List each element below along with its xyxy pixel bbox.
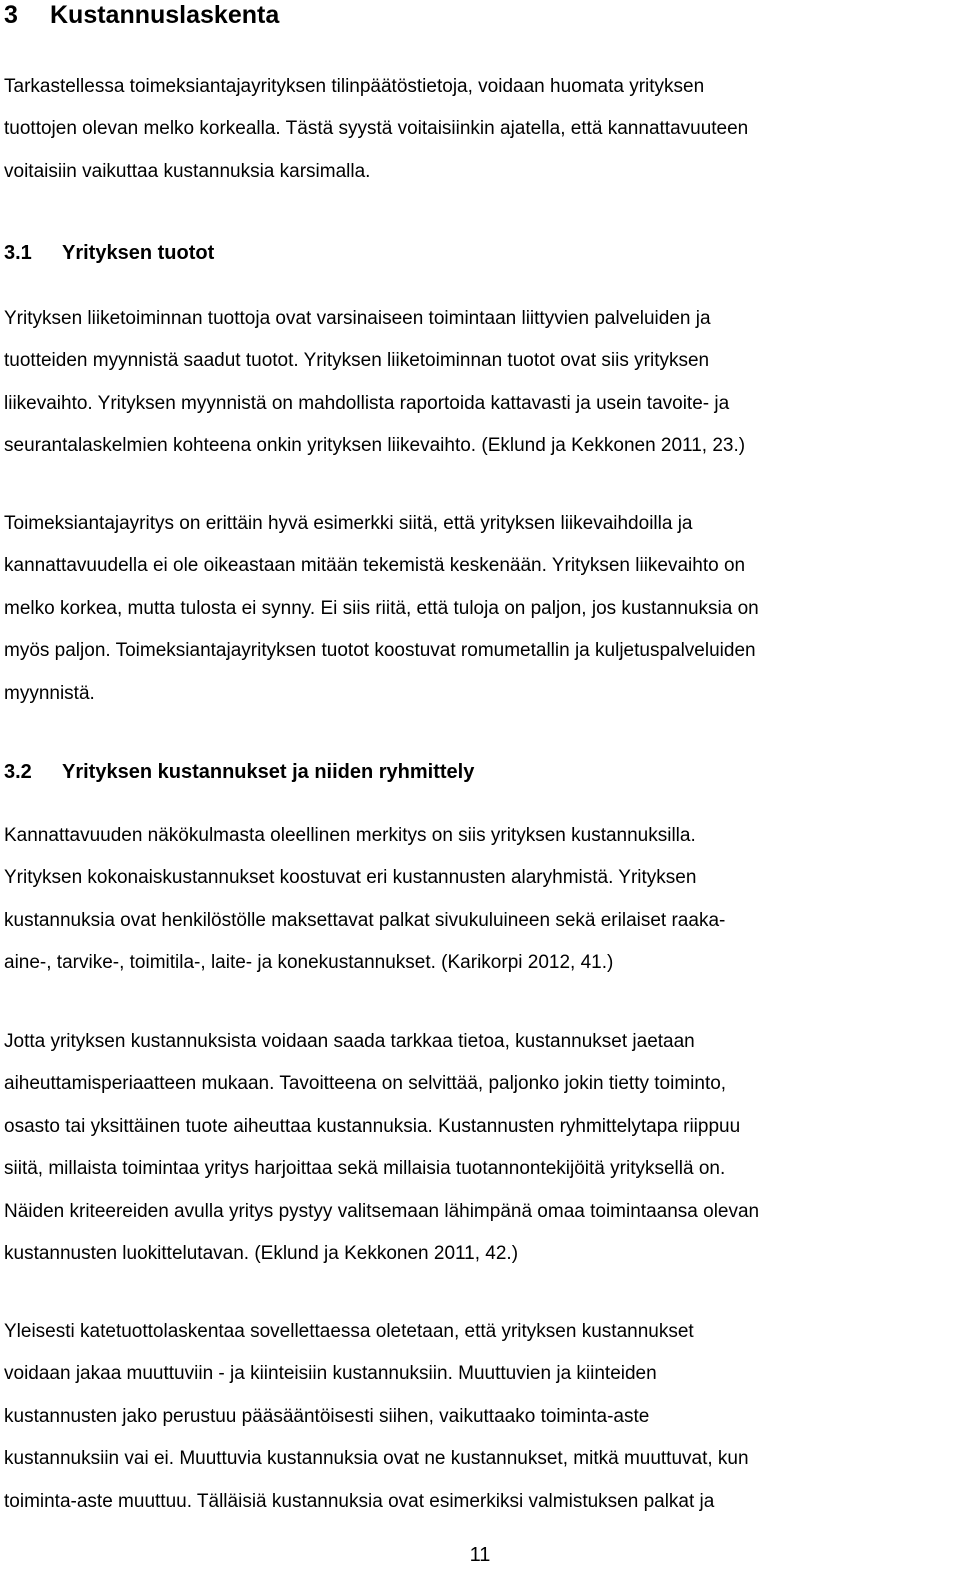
paragraph-line: voidaan jakaa muuttuviin - ja kiinteisiin kustannuksiin. Muuttuvien ja kiinteiden bbox=[4, 1363, 657, 1385]
paragraph-line: Näiden kriteereiden avulla yritys pystyy valitsemaan lähimpänä omaa toimintaansa olevan bbox=[4, 1200, 760, 1222]
paragraph-line: Toimeksiantajayritys on erittäin hyvä esimerkki siitä, että yrityksen liikevaihdoilla ja bbox=[4, 513, 693, 534]
paragraph-line: seurantalaskelmien kohteena onkin yrityksen liikevaihto. (Eklund ja Kekkonen 2011, 23.) bbox=[4, 435, 746, 457]
paragraph-line: toiminta-aste muuttuu. Tälläisiä kustannuksia ovat esimerkiksi valmistuksen palkat ja bbox=[4, 1490, 715, 1512]
section-3-2-paragraph-1 bbox=[4, 815, 949, 985]
paragraph-line: voitaisiin vaikuttaa kustannuksia karsimalla. bbox=[4, 160, 371, 182]
paragraph-line: Yrityksen kokonaiskustannukset koostuvat eri kustannusten alaryhmistä. Yrityksen bbox=[4, 867, 697, 889]
section-number: 3.2 bbox=[4, 761, 32, 783]
paragraph-line: kustannusten luokittelutavan. (Eklund ja Kekkonen 2011, 42.) bbox=[4, 1243, 519, 1265]
section-3-1-paragraph-2 bbox=[4, 503, 949, 715]
section-title: Yrityksen tuotot bbox=[62, 242, 215, 264]
section-3-2-paragraph-3 bbox=[4, 1311, 949, 1523]
paragraph-line: siitä, millaista toimintaa yritys harjoittaa sekä millaisia tuotannontekijöitä yrityksellä on. bbox=[4, 1158, 726, 1180]
chapter-title: Kustannuslaskenta bbox=[50, 1, 280, 29]
paragraph-line: myynnistä. bbox=[4, 682, 95, 704]
intro-paragraph bbox=[4, 66, 949, 193]
section-heading-3-1 bbox=[4, 240, 214, 266]
paragraph-line: kustannusten jako perustuu pääsääntöisesti siihen, vaikuttaako toiminta-aste bbox=[4, 1405, 650, 1427]
paragraph-line: aiheuttamisperiaatteen mukaan. Tavoitteena on selvittää, paljonko jokin tietty toiminto, bbox=[4, 1073, 727, 1095]
paragraph-line: Yrityksen liiketoiminnan tuottoja ovat varsinaiseen toimintaan liittyvien palveluiden ja bbox=[4, 308, 711, 329]
section-3-1-paragraph-1 bbox=[4, 298, 949, 468]
section-heading-3-2 bbox=[4, 759, 474, 785]
paragraph-line: aine-, tarvike-, toimitila-, laite- ja konekustannukset. (Karikorpi 2012, 41.) bbox=[4, 952, 614, 974]
section-3-2-paragraph-2 bbox=[4, 1021, 949, 1275]
page-number: 11 bbox=[469, 1544, 491, 1566]
paragraph-line: Kannattavuuden näkökulmasta oleellinen merkitys on siis yrityksen kustannuksilla. bbox=[4, 825, 696, 846]
paragraph-line: myös paljon. Toimeksiantajayrityksen tuotot koostuvat romumetallin ja kuljetuspalveluiden bbox=[4, 640, 756, 662]
paragraph-line: Jotta yrityksen kustannuksista voidaan saada tarkkaa tietoa, kustannukset jaetaan bbox=[4, 1031, 695, 1052]
paragraph-line: tuottojen olevan melko korkealla. Tästä syystä voitaisiinkin ajatella, että kannattavuuteen bbox=[4, 118, 749, 140]
chapter-heading bbox=[4, 0, 279, 30]
paragraph-line: kustannuksiin vai ei. Muuttuvia kustannuksia ovat ne kustannukset, mitkä muuttuvat, kun bbox=[4, 1448, 749, 1470]
section-number: 3.1 bbox=[4, 242, 32, 264]
paragraph-line: Tarkastellessa toimeksiantajayrityksen tilinpäätöstietoja, voidaan huomata yrityksen bbox=[4, 76, 705, 97]
paragraph-line: osasto tai yksittäinen tuote aiheuttaa kustannuksia. Kustannusten ryhmittelytapa riippuu bbox=[4, 1115, 741, 1137]
section-title: Yrityksen kustannukset ja niiden ryhmittely bbox=[62, 761, 475, 783]
chapter-number: 3 bbox=[4, 1, 18, 29]
paragraph-line: kustannuksia ovat henkilöstölle maksettavat palkat sivukuluineen sekä erilaiset raaka- bbox=[4, 909, 726, 931]
paragraph-line: liikevaihto. Yrityksen myynnistä on mahdollista raportoida kattavasti ja usein tavoite- ja bbox=[4, 392, 730, 414]
paragraph-line: kannattavuudella ei ole oikeastaan mitään tekemistä keskenään. Yrityksen liikevaihto on bbox=[4, 555, 746, 577]
paragraph-line: tuotteiden myynnistä saadut tuotot. Yrityksen liiketoiminnan tuotot ovat siis yrityksen bbox=[4, 350, 710, 372]
paragraph-line: Yleisesti katetuottolaskentaa sovellettaessa oletetaan, että yrityksen kustannukset bbox=[4, 1321, 694, 1342]
paragraph-line: melko korkea, mutta tulosta ei synny. Ei siis riitä, että tuloja on paljon, jos kustannuksia on bbox=[4, 597, 759, 619]
